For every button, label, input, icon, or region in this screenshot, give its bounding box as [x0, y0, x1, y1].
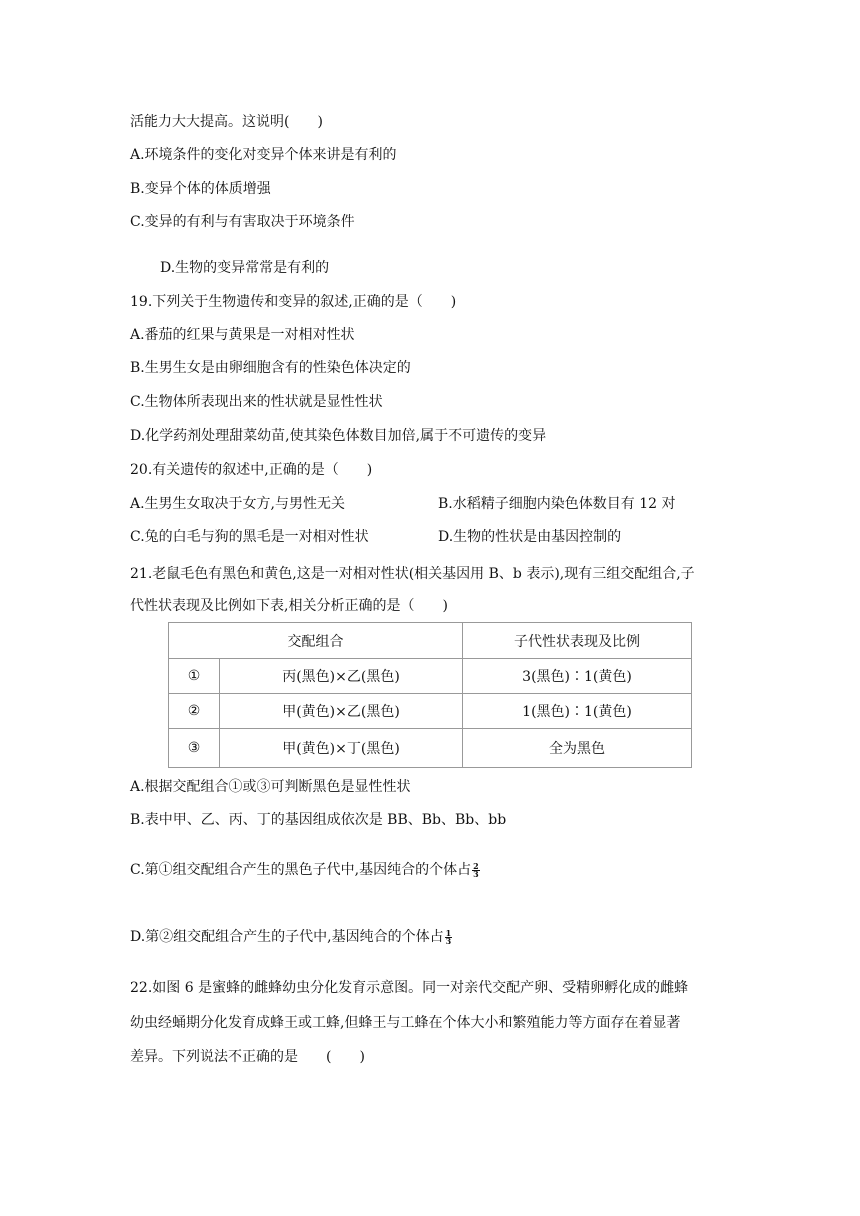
q18-option-a: A.环境条件的变化对变异个体来讲是有利的 — [130, 147, 397, 163]
q18-stem-tail: 活能力大大提高。这说明( ) — [130, 114, 323, 130]
q21-option-b: B.表中甲、乙、丙、丁的基因组成依次是 BB、Bb、Bb、bb — [130, 812, 507, 828]
q22-stem-line3: 差异。下列说法不正确的是 ( ) — [130, 1049, 365, 1065]
fraction-denominator: 3 — [445, 935, 452, 946]
table-row — [169, 659, 692, 694]
row-number: ① — [169, 659, 220, 694]
fraction-numerator: 2 — [473, 860, 479, 871]
q18-option-d: D.生物的变异常常是有利的 — [160, 260, 330, 276]
q21-option-c-text: C.第①组交配组合产生的黑色子代中,基因纯合的个体占 — [130, 862, 472, 878]
table-row — [169, 694, 692, 729]
row-cross: 甲(黄色)×丁(黑色) — [220, 729, 463, 768]
q18-option-c: C.变异的有利与有害取决于环境条件 — [130, 214, 355, 230]
row-cross: 丙(黑色)×乙(黑色) — [220, 659, 463, 694]
q20-option-a: A.生男生女取决于女方,与男性无关 — [130, 496, 346, 512]
table-header-result: 子代性状表现及比例 — [463, 623, 692, 659]
q19-option-a: A.番茄的红果与黄果是一对相对性状 — [130, 327, 355, 343]
row-number: ② — [169, 694, 220, 729]
row-result: 全为黑色 — [463, 729, 692, 768]
fraction — [472, 860, 480, 879]
q19-option-d: D.化学药剂处理甜菜幼苗,使其染色体数目加倍,属于不可遗传的变异 — [130, 428, 547, 444]
fraction-denominator: 3 — [473, 868, 479, 879]
q21-option-a: A.根据交配组合①或③可判断黑色是显性性状 — [130, 779, 411, 795]
q21-option-c — [130, 860, 480, 880]
fraction — [445, 927, 453, 946]
q19-option-c: C.生物体所表现出来的性状就是显性性状 — [130, 394, 383, 410]
q20-option-d: D.生物的性状是由基因控制的 — [438, 529, 622, 545]
q19-option-b: B.生男生女是由卵细胞含有的性染色体决定的 — [130, 360, 411, 376]
row-result: 1(黑色)∶1(黄色) — [463, 694, 692, 729]
q20-option-b: B.水稻精子细胞内染色体数目有 12 对 — [438, 496, 676, 512]
row-result: 3(黑色)∶1(黄色) — [463, 659, 692, 694]
q21-option-d — [130, 927, 452, 947]
table-header-cross: 交配组合 — [169, 623, 463, 659]
q21-stem-line2: 代性状表现及比例如下表,相关分析正确的是（ ) — [130, 598, 448, 614]
q20-stem: 20.有关遗传的叙述中,正确的是（ ) — [130, 462, 373, 478]
row-number: ③ — [169, 729, 220, 768]
q21-stem-line1: 21.老鼠毛色有黑色和黄色,这是一对相对性状(相关基因用 B、b 表示),现有三组交配组合,子 — [130, 566, 695, 582]
table-row — [169, 729, 692, 768]
q19-stem: 19.下列关于生物遗传和变异的叙述,正确的是（ ) — [130, 294, 457, 310]
row-cross: 甲(黄色)×乙(黑色) — [220, 694, 463, 729]
fraction-numerator: 1 — [445, 927, 452, 938]
q21-option-d-text: D.第②组交配组合产生的子代中,基因纯合的个体占 — [130, 929, 444, 945]
mating-results-table — [168, 622, 692, 768]
q22-stem-line1: 22.如图 6 是蜜蜂的雌蜂幼虫分化发育示意图。同一对亲代交配产卵、受精卵孵化成的雌蜂 — [130, 980, 689, 996]
q20-option-c: C.兔的白毛与狗的黑毛是一对相对性状 — [130, 529, 369, 545]
q18-option-b: B.变异个体的体质增强 — [130, 181, 271, 197]
q22-stem-line2: 幼虫经蛹期分化发育成蜂王或工蜂,但蜂王与工蜂在个体大小和繁殖能力等方面存在着显著 — [130, 1015, 681, 1031]
table-header-row — [169, 623, 692, 659]
